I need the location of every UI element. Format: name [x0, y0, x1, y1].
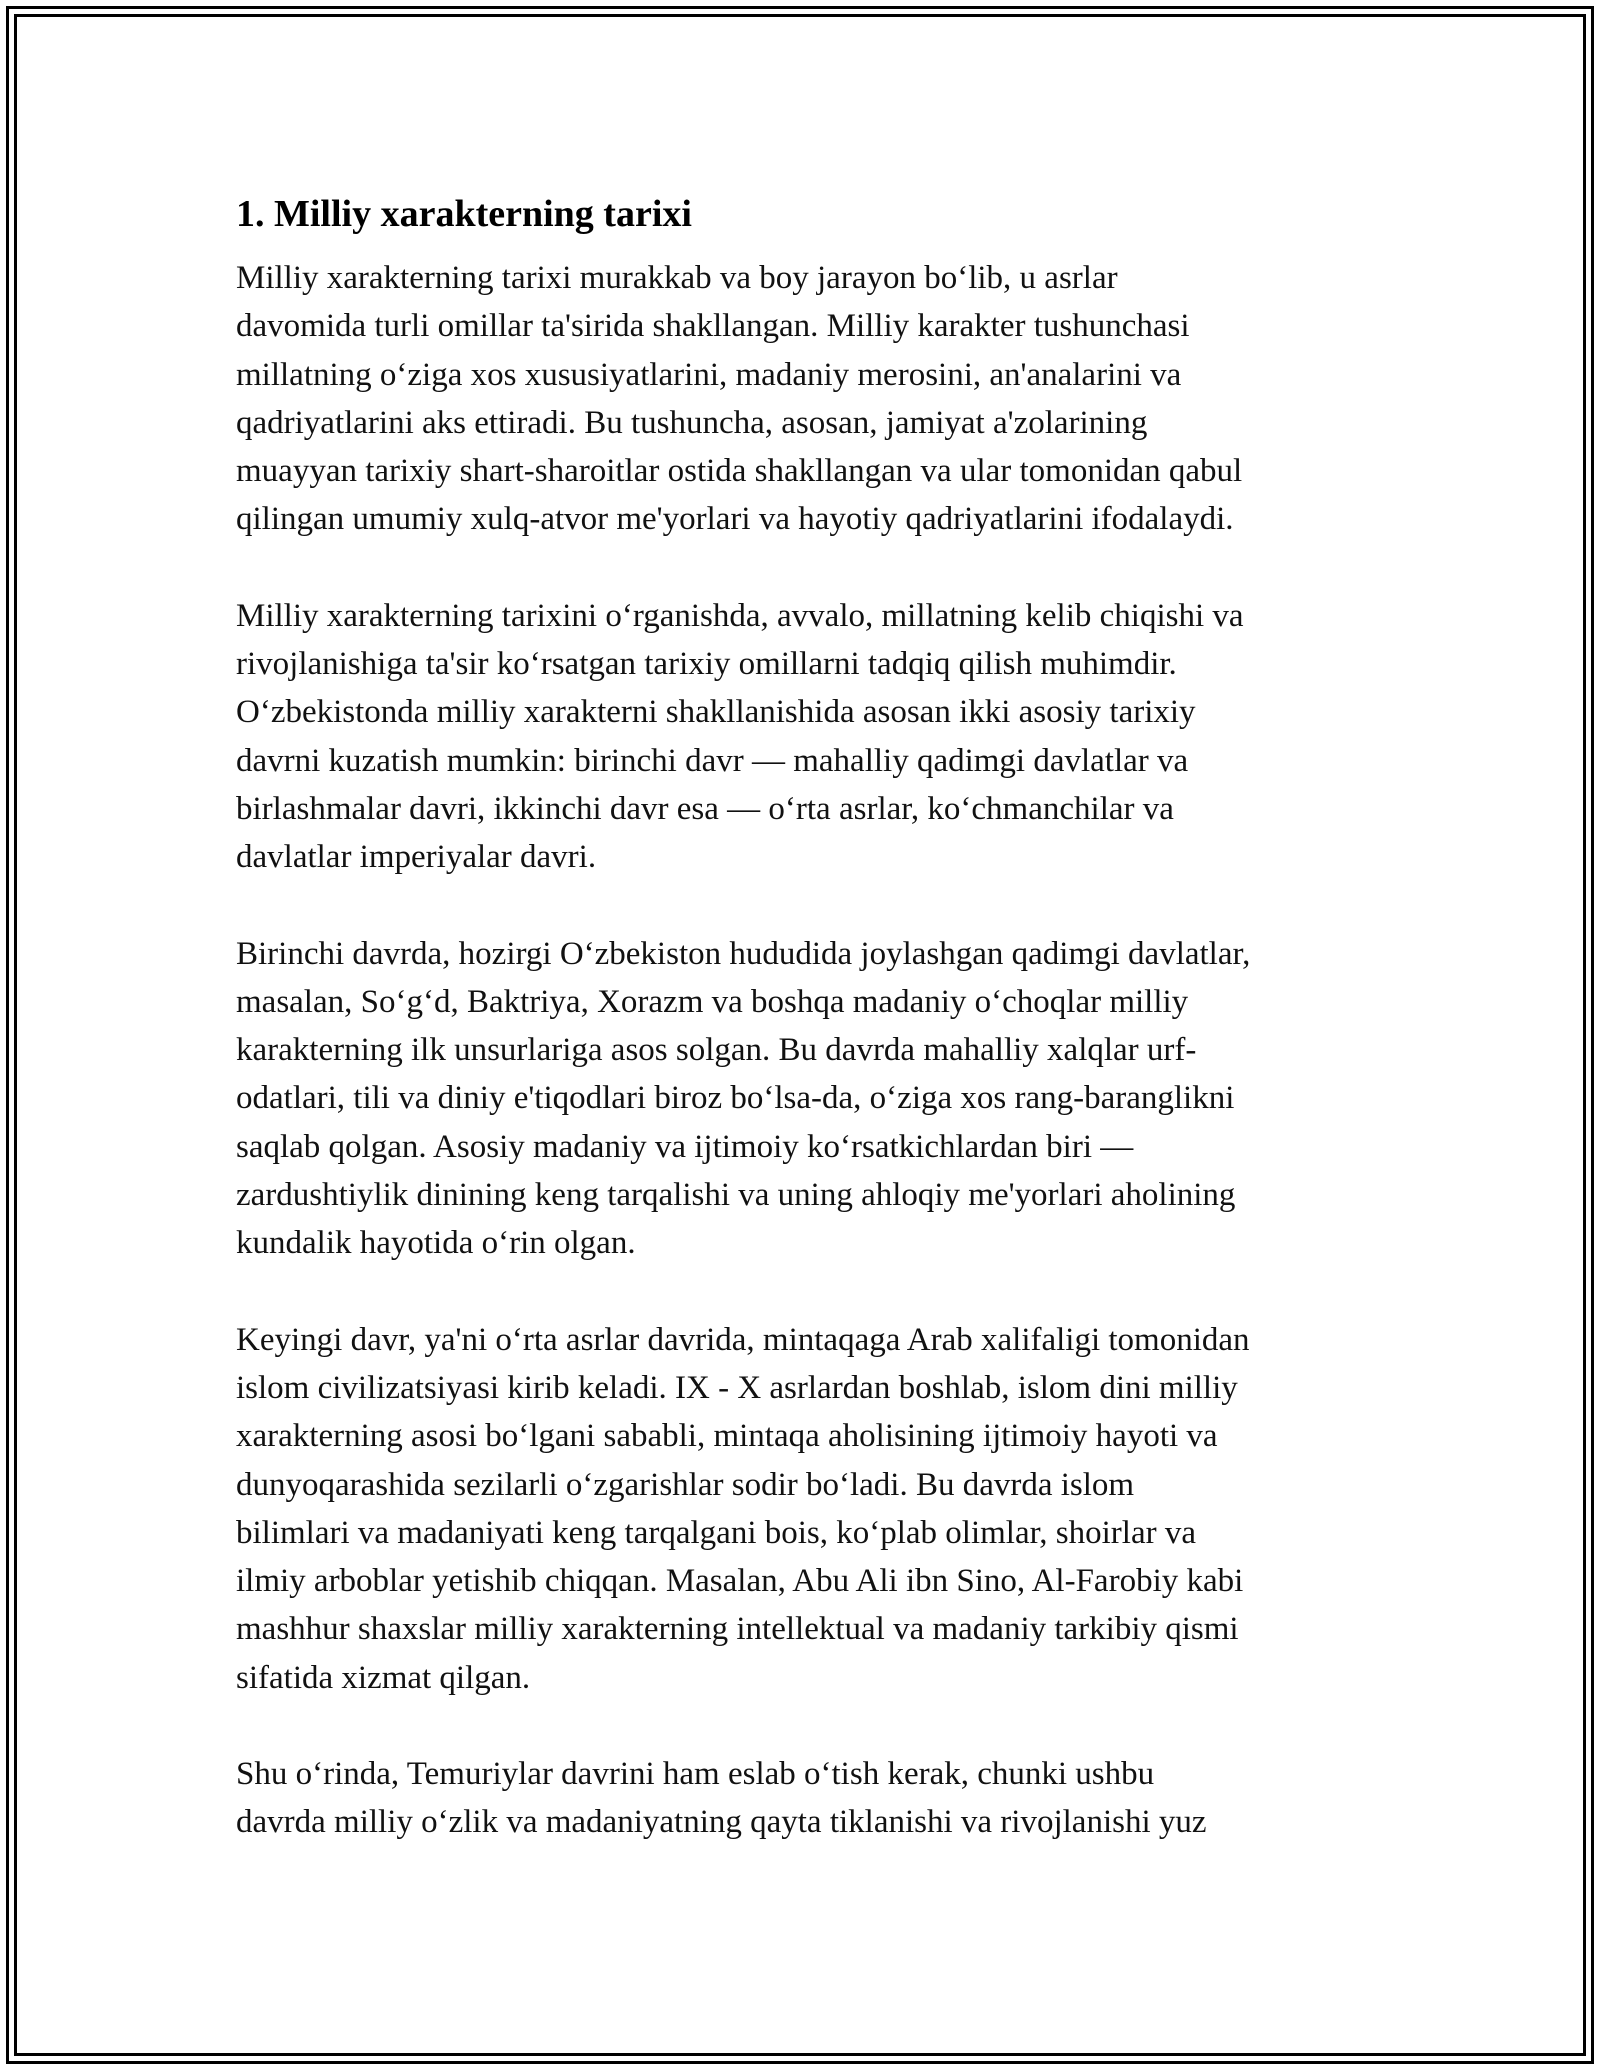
paragraph-line: O‘zbekistonda milliy xarakterni shakllanishida asosan ikki asosiy tarixiy	[236, 694, 1196, 731]
paragraph-line: masalan, So‘g‘d, Baktriya, Xorazm va boshqa madaniy o‘choqlar milliy	[236, 983, 1189, 1020]
document-body	[236, 186, 1396, 1895]
paragraph	[236, 1750, 1396, 1847]
section-heading: 1. Milliy xarakterning tarixi	[236, 193, 692, 235]
paragraph-line: davrda milliy o‘zlik va madaniyatning qayta tiklanishi va rivojlanishi yuz	[236, 1804, 1207, 1841]
paragraph-line: sifatida xizmat qilgan.	[236, 1659, 531, 1696]
paragraph-line: Shu o‘rinda, Temuriylar davrini ham eslab o‘tish kerak, chunki ushbu	[236, 1756, 1155, 1793]
paragraph	[236, 930, 1396, 1268]
paragraph-line: millatning o‘ziga xos xususiyatlarini, madaniy merosini, an'analarini va	[236, 356, 1182, 393]
paragraph-list	[236, 254, 1396, 1847]
paragraph-line: odatlari, tili va diniy e'tiqodlari biroz bo‘lsa-da, o‘ziga xos rang-baranglikni	[236, 1080, 1235, 1117]
paragraph-line: xarakterning asosi bo‘lgani sababli, mintaqa aholisining ijtimoiy hayoti va	[236, 1418, 1218, 1455]
paragraph	[236, 254, 1396, 544]
paragraph-line: qadriyatlarini aks ettiradi. Bu tushuncha, asosan, jamiyat a'zolarining	[236, 404, 1148, 441]
paragraph	[236, 592, 1396, 882]
paragraph-line: karakterning ilk unsurlariga asos solgan. Bu davrda mahalliy xalqlar urf-	[236, 1032, 1197, 1069]
paragraph-line: davlatlar imperiyalar davri.	[236, 839, 597, 876]
paragraph-line: Birinchi davrda, hozirgi O‘zbekiston hududida joylashgan qadimgi davlatlar,	[236, 935, 1251, 972]
paragraph-line: dunyoqarashida sezilarli o‘zgarishlar sodir bo‘ladi. Bu davrda islom	[236, 1466, 1135, 1503]
paragraph-line: Keyingi davr, ya'ni o‘rta asrlar davrida, mintaqaga Arab xalifaligi tomonidan	[236, 1321, 1250, 1358]
paragraph-line: bilimlari va madaniyati keng tarqalgani bois, ko‘plab olimlar, shoirlar va	[236, 1514, 1196, 1551]
paragraph-line: muayyan tarixiy shart-sharoitlar ostida shakllangan va ular tomonidan qabul	[236, 453, 1243, 490]
paragraph-line: rivojlanishiga ta'sir ko‘rsatgan tarixiy omillarni tadqiq qilish muhimdir.	[236, 646, 1177, 683]
paragraph-line: qilingan umumiy xulq-atvor me'yorlari va hayotiy qadriyatlarini ifodalaydi.	[236, 501, 1234, 538]
paragraph-line: saqlab qolgan. Asosiy madaniy va ijtimoiy ko‘rsatkichlardan biri —	[236, 1128, 1134, 1165]
paragraph-line: mashhur shaxslar milliy xarakterning intellektual va madaniy tarkibiy qismi	[236, 1611, 1239, 1648]
paragraph	[236, 1316, 1396, 1702]
paragraph-line: Milliy xarakterning tarixi murakkab va boy jarayon bo‘lib, u asrlar	[236, 260, 1118, 296]
paragraph-line: davomida turli omillar ta'sirida shakllangan. Milliy karakter tushunchasi	[236, 308, 1190, 345]
paragraph-line: kundalik hayotida o‘rin olgan.	[236, 1225, 636, 1262]
paragraph-line: ilmiy arboblar yetishib chiqqan. Masalan, Abu Ali ibn Sino, Al-Farobiy kabi	[236, 1563, 1244, 1600]
paragraph-line: islom civilizatsiyasi kirib keladi. IX - X asrlardan boshlab, islom dini milliy	[236, 1369, 1238, 1406]
paragraph-line: birlashmalar davri, ikkinchi davr esa — o‘rta asrlar, ko‘chmanchilar va	[236, 790, 1174, 827]
paragraph-line: zardushtiylik dinining keng tarqalishi va uning ahloqiy me'yorlari aholining	[236, 1177, 1236, 1214]
paragraph-line: davrni kuzatish mumkin: birinchi davr — mahalliy qadimgi davlatlar va	[236, 742, 1189, 779]
paragraph-line: Milliy xarakterning tarixini o‘rganishda, avvalo, millatning kelib chiqishi va	[236, 597, 1244, 634]
